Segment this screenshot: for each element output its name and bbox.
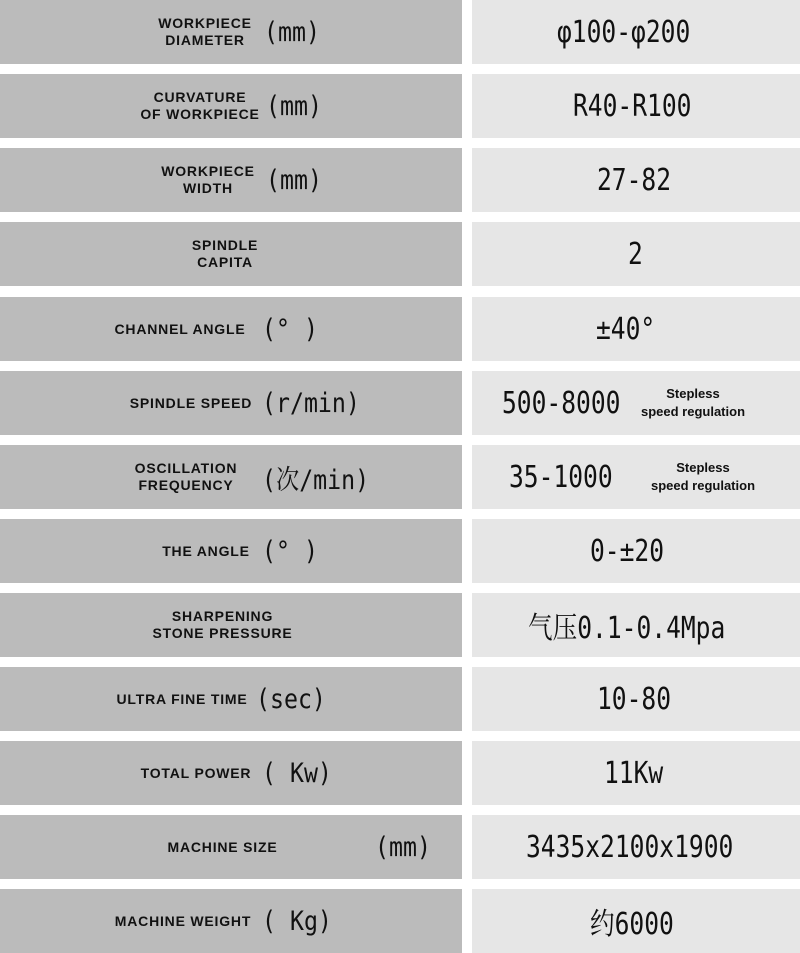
spec-value: 35-1000 bbox=[509, 459, 613, 495]
spec-label-line: WORKPIECE bbox=[161, 163, 255, 179]
spec-label-line: CAPITA bbox=[197, 254, 253, 270]
note-line: Stepless bbox=[676, 460, 730, 475]
note-line: Stepless bbox=[666, 386, 720, 401]
spec-label bbox=[132, 741, 260, 805]
spec-label bbox=[165, 222, 285, 286]
spec-unit: (° ) bbox=[262, 535, 318, 567]
spec-label-cell bbox=[0, 297, 462, 361]
spec-label-cell bbox=[0, 889, 462, 953]
spec-value-cell bbox=[472, 889, 800, 953]
spec-label-line: TOTAL POWER bbox=[140, 764, 252, 781]
spec-label bbox=[155, 519, 257, 583]
spec-value-cell bbox=[472, 371, 800, 435]
spec-label-line: OF WORKPIECE bbox=[140, 106, 260, 122]
spec-unit: (mm) bbox=[266, 164, 322, 196]
spec-value: ±40° bbox=[596, 311, 656, 347]
spec-unit: (mm) bbox=[375, 831, 431, 863]
spec-value: 2 bbox=[628, 236, 643, 272]
spec-value: 0-±20 bbox=[590, 533, 665, 569]
spec-row bbox=[0, 445, 800, 509]
spec-row bbox=[0, 0, 800, 64]
spec-value: 500-8000 bbox=[502, 385, 621, 421]
spec-value-cell bbox=[472, 222, 800, 286]
spec-label bbox=[125, 445, 247, 509]
spec-value: 11Kw bbox=[604, 755, 664, 791]
spec-label-cell bbox=[0, 371, 462, 435]
spec-label bbox=[145, 0, 265, 64]
spec-value-cell bbox=[472, 74, 800, 138]
spec-value: 10-80 bbox=[597, 681, 672, 717]
spec-value-cell bbox=[472, 519, 800, 583]
spec-label bbox=[104, 297, 256, 361]
spec-label-line: WIDTH bbox=[183, 180, 233, 196]
spec-label-line: MACHINE WEIGHT bbox=[114, 912, 252, 929]
spec-unit: (sec) bbox=[256, 683, 326, 715]
spec-label-line: STONE PRESSURE bbox=[152, 625, 293, 641]
spec-label bbox=[148, 148, 268, 212]
spec-label-cell bbox=[0, 667, 462, 731]
spec-label-cell bbox=[0, 741, 462, 805]
spec-label-line: SPINDLE bbox=[191, 237, 259, 253]
spec-label-line: WORKPIECE bbox=[158, 15, 252, 31]
spec-value: 气压0.1-0.4Mpa bbox=[528, 611, 726, 646]
spec-unit: (° ) bbox=[262, 313, 318, 345]
spec-value-cell bbox=[472, 0, 800, 64]
spec-row bbox=[0, 815, 800, 879]
spec-label-line: ULTRA FINE TIME bbox=[116, 690, 248, 707]
spec-unit: (次/min) bbox=[262, 464, 370, 496]
spec-label-line: FREQUENCY bbox=[138, 477, 234, 493]
spec-value: 约6000 bbox=[590, 907, 674, 942]
spec-row bbox=[0, 519, 800, 583]
spec-value-cell bbox=[472, 148, 800, 212]
spec-label bbox=[160, 815, 285, 879]
spec-label bbox=[140, 593, 305, 657]
spec-unit: ( Kg) bbox=[262, 905, 332, 937]
spec-row bbox=[0, 297, 800, 361]
spec-value: φ100-φ200 bbox=[557, 14, 691, 50]
spec-value: 3435x2100x1900 bbox=[526, 829, 734, 865]
note-line: speed regulation bbox=[650, 478, 756, 493]
spec-row bbox=[0, 222, 800, 286]
stepless-note bbox=[642, 445, 764, 509]
spec-label-line: THE ANGLE bbox=[162, 542, 250, 559]
spec-label-cell bbox=[0, 148, 462, 212]
spec-row bbox=[0, 593, 800, 657]
spec-unit: (mm) bbox=[266, 90, 322, 122]
spec-row bbox=[0, 741, 800, 805]
spec-row bbox=[0, 74, 800, 138]
spec-label-cell bbox=[0, 593, 462, 657]
spec-label-cell bbox=[0, 74, 462, 138]
spec-label-line: SPINDLE SPEED bbox=[129, 394, 253, 411]
spec-value-cell bbox=[472, 741, 800, 805]
spec-value: R40-R100 bbox=[573, 88, 692, 124]
spec-unit: ( Kw) bbox=[262, 757, 332, 789]
spec-row bbox=[0, 371, 800, 435]
spec-unit: (r/min) bbox=[262, 387, 360, 419]
spec-row bbox=[0, 148, 800, 212]
spec-label bbox=[130, 74, 270, 138]
spec-label-line: MACHINE SIZE bbox=[167, 838, 278, 855]
spec-value: 27-82 bbox=[597, 162, 672, 198]
spec-row bbox=[0, 667, 800, 731]
spec-label-line: CURVATURE bbox=[153, 89, 247, 105]
spec-label-line: OSCILLATION bbox=[134, 460, 238, 476]
spec-label-line: SHARPENING bbox=[171, 608, 274, 624]
spec-value-cell bbox=[472, 593, 800, 657]
spec-value-cell bbox=[472, 445, 800, 509]
spec-row bbox=[0, 889, 800, 953]
spec-label-line: DIAMETER bbox=[165, 32, 245, 48]
stepless-note bbox=[632, 371, 754, 435]
spec-unit: (mm) bbox=[264, 16, 320, 48]
spec-label-cell bbox=[0, 445, 462, 509]
spec-label bbox=[106, 667, 258, 731]
spec-value-cell bbox=[472, 667, 800, 731]
spec-label-line: CHANNEL ANGLE bbox=[114, 320, 246, 337]
spec-label-cell bbox=[0, 0, 462, 64]
spec-label-cell bbox=[0, 519, 462, 583]
note-line: speed regulation bbox=[640, 404, 746, 419]
spec-label-cell bbox=[0, 222, 462, 286]
spec-label-cell bbox=[0, 815, 462, 879]
spec-label bbox=[120, 371, 262, 435]
spec-label bbox=[107, 889, 259, 953]
spec-value-cell bbox=[472, 297, 800, 361]
spec-value-cell bbox=[472, 815, 800, 879]
